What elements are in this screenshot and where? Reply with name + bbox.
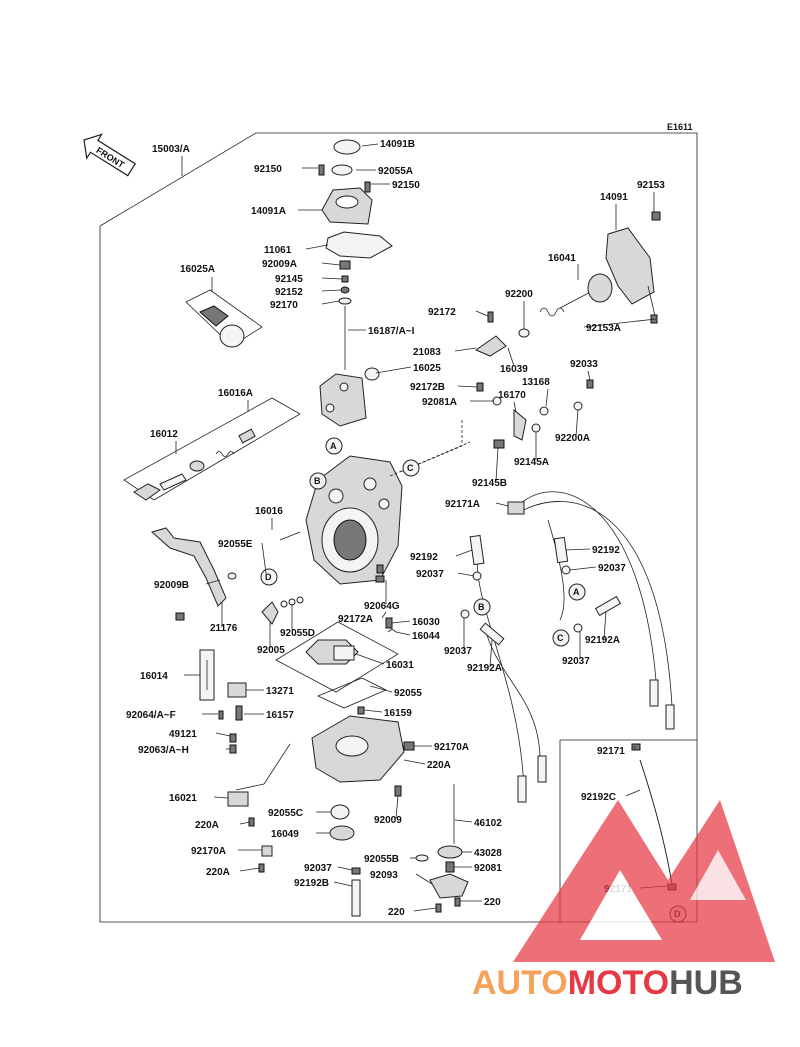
part-number-label: 92033 (570, 359, 598, 370)
leader-line (338, 867, 352, 870)
leader-line (458, 573, 474, 576)
part-number-label: 92037 (598, 563, 626, 574)
part-number-label: 220 (484, 897, 501, 908)
part-number-label: 220A (195, 820, 219, 831)
part-number-label: 92005 (257, 645, 285, 656)
leader-line (364, 710, 382, 712)
front-label: FRONT (94, 145, 126, 170)
part-number-label: 92145A (514, 457, 550, 468)
part-number-label: 92153 (637, 180, 665, 191)
leader-line (458, 386, 477, 387)
leader-line (570, 567, 596, 570)
part-number-label: 16031 (386, 660, 414, 671)
leader-line (376, 367, 411, 373)
pump-rod-shape (416, 784, 468, 912)
callout-b-right (474, 599, 490, 615)
needle-jet-shape (200, 650, 214, 700)
leader-line (416, 874, 432, 884)
part-number-label: 13271 (266, 686, 294, 697)
part-number-label: 15003/A (152, 144, 190, 155)
leader-line (626, 790, 640, 796)
leader-line (322, 301, 339, 304)
gasket-shape (326, 232, 392, 258)
part-number-label: 43028 (474, 848, 502, 859)
part-number-label: 16187/A~I (368, 326, 415, 337)
part-number-label: 92055 (394, 688, 422, 699)
part-number-label: 49121 (169, 729, 197, 740)
part-number-label: 92145 (275, 274, 303, 285)
leader-line (588, 371, 590, 380)
needle-valve-shape (386, 618, 396, 632)
callout-a-right (569, 584, 585, 600)
part-number-label: 92192A (585, 635, 621, 646)
part-number-label: 92055C (268, 808, 304, 819)
callout-b-left (310, 473, 326, 489)
leader-line (370, 686, 392, 692)
float-bowl-shape (312, 716, 414, 796)
part-number-label: 92150 (254, 164, 282, 175)
leader-line (216, 733, 230, 736)
pump-body-shape (320, 368, 379, 426)
leader-line (356, 654, 384, 664)
callout-label: D (265, 572, 272, 582)
front-arrow-icon (77, 128, 139, 181)
leader-line (566, 549, 590, 550)
leader-line (262, 543, 266, 573)
leader-line (546, 389, 548, 406)
diagram-code: E1611 (667, 122, 693, 132)
part-number-label: 92200A (555, 433, 591, 444)
part-number-label: 92055B (364, 854, 400, 865)
leader-line (382, 612, 386, 618)
part-number-label: 16044 (412, 631, 440, 642)
callout-label: C (557, 633, 564, 643)
part-number-label: 16170 (498, 390, 526, 401)
leader-line (214, 797, 228, 798)
part-number-label: 21176 (210, 623, 238, 634)
part-number-label: 220A (427, 760, 451, 771)
part-number-label: 16025A (180, 264, 216, 275)
callout-label: B (314, 476, 321, 486)
part-number-label: 16049 (271, 829, 299, 840)
part-number-label: 92172B (410, 382, 446, 393)
callout-c-right (553, 630, 569, 646)
part-number-label: 92064G (364, 601, 400, 612)
jet-parts-shape (219, 683, 246, 753)
part-number-label: 92152 (275, 287, 303, 298)
watermark-logo-icon (513, 800, 775, 962)
callout-label: C (407, 463, 414, 473)
part-number-label: 92009B (154, 580, 190, 591)
part-number-label: 92172A (338, 614, 374, 625)
part-number-label: 13168 (522, 377, 550, 388)
part-number-label: 92172 (428, 307, 456, 318)
part-number-label: 16030 (412, 617, 440, 628)
part-number-label: 220A (206, 867, 230, 878)
leader-line (240, 868, 259, 871)
float-cover-shape (186, 290, 262, 347)
part-number-label: 14091B (380, 139, 416, 150)
part-number-label: 92055A (378, 166, 414, 177)
part-number-label: 92192B (294, 878, 330, 889)
leader-line (392, 621, 410, 623)
part-number-label: 92037 (562, 656, 590, 667)
leader-line (306, 245, 328, 249)
top-cover-shape (322, 188, 372, 224)
part-number-label: 92009 (374, 815, 402, 826)
part-number-label: 92171 (597, 746, 625, 757)
part-number-label: 16016 (255, 506, 283, 517)
part-number-label: 16014 (140, 671, 168, 682)
leader-line (456, 550, 472, 556)
fitting-shape (262, 597, 303, 624)
part-number-label: 16016A (218, 388, 254, 399)
part-number-label: 92171A (445, 499, 481, 510)
part-number-label: 16039 (500, 364, 528, 375)
throttle-cover-shape (606, 212, 660, 323)
leader-line (496, 448, 498, 481)
callout-a-top (326, 438, 342, 454)
cover-cap-shape (319, 140, 370, 192)
drain-hose-shape (352, 868, 360, 916)
part-number-label: 16025 (413, 363, 441, 374)
part-number-label: 46102 (474, 818, 502, 829)
float-gasket-shape (318, 678, 386, 708)
part-number-label: 92037 (304, 863, 332, 874)
leader-line (322, 263, 340, 265)
leader-line (322, 278, 342, 279)
part-number-label: 92055E (218, 539, 253, 550)
part-number-label: 92081A (422, 397, 458, 408)
part-number-label: 21083 (413, 347, 441, 358)
part-number-label: 16159 (384, 708, 412, 719)
part-number-label: 92009A (262, 259, 298, 270)
part-number-label: 92037 (444, 646, 472, 657)
part-number-label: 92081 (474, 863, 502, 874)
callout-label: A (330, 441, 337, 451)
part-number-label: 92170A (191, 846, 227, 857)
leader-line (496, 503, 508, 506)
part-number-label: 92063/A~H (138, 745, 189, 756)
part-number-label: 220 (388, 907, 405, 918)
part-number-label: 92192 (592, 545, 620, 556)
part-number-label: 92192 (410, 552, 438, 563)
part-number-label: 92192A (467, 663, 503, 674)
callout-label: B (478, 602, 485, 612)
part-number-label: 16021 (169, 793, 197, 804)
part-number-label: 92145B (472, 478, 508, 489)
leader-line (334, 882, 352, 886)
callout-c-mid (403, 460, 419, 476)
part-number-label: 92055D (280, 628, 316, 639)
watermark-text: AUTOMOTOHUB (472, 964, 743, 1002)
leader-line (362, 144, 378, 146)
part-number-label: 92170 (270, 300, 298, 311)
part-number-label: 92153A (586, 323, 622, 334)
leader-line (476, 311, 488, 316)
part-number-label: 92192C (581, 792, 617, 803)
part-number-label: 92093 (370, 870, 398, 881)
drain-plug-shape (330, 805, 354, 840)
part-number-label: 92150 (392, 180, 420, 191)
part-number-label: 14091 (600, 192, 628, 203)
leader-line (414, 908, 436, 911)
part-number-label: 92200 (505, 289, 533, 300)
leader-line (455, 820, 472, 822)
leader-line (396, 632, 410, 635)
vent-hoses-shape (461, 492, 674, 802)
leader-line (455, 348, 476, 351)
part-number-label: 16157 (266, 710, 294, 721)
callout-d-left (261, 569, 277, 585)
leader-line (404, 760, 425, 764)
part-number-label: 14091A (251, 206, 287, 217)
part-number-label: 16041 (548, 253, 576, 264)
part-number-label: 16012 (150, 429, 178, 440)
part-number-label: 11061 (264, 245, 292, 256)
part-number-label: 92064/A~F (126, 710, 176, 721)
small-parts-stack (339, 261, 351, 370)
part-number-label: 92170A (434, 742, 470, 753)
part-number-label: 92037 (416, 569, 444, 580)
callout-label: A (573, 587, 580, 597)
leader-line (322, 290, 341, 291)
jet-group-shape (124, 398, 300, 500)
